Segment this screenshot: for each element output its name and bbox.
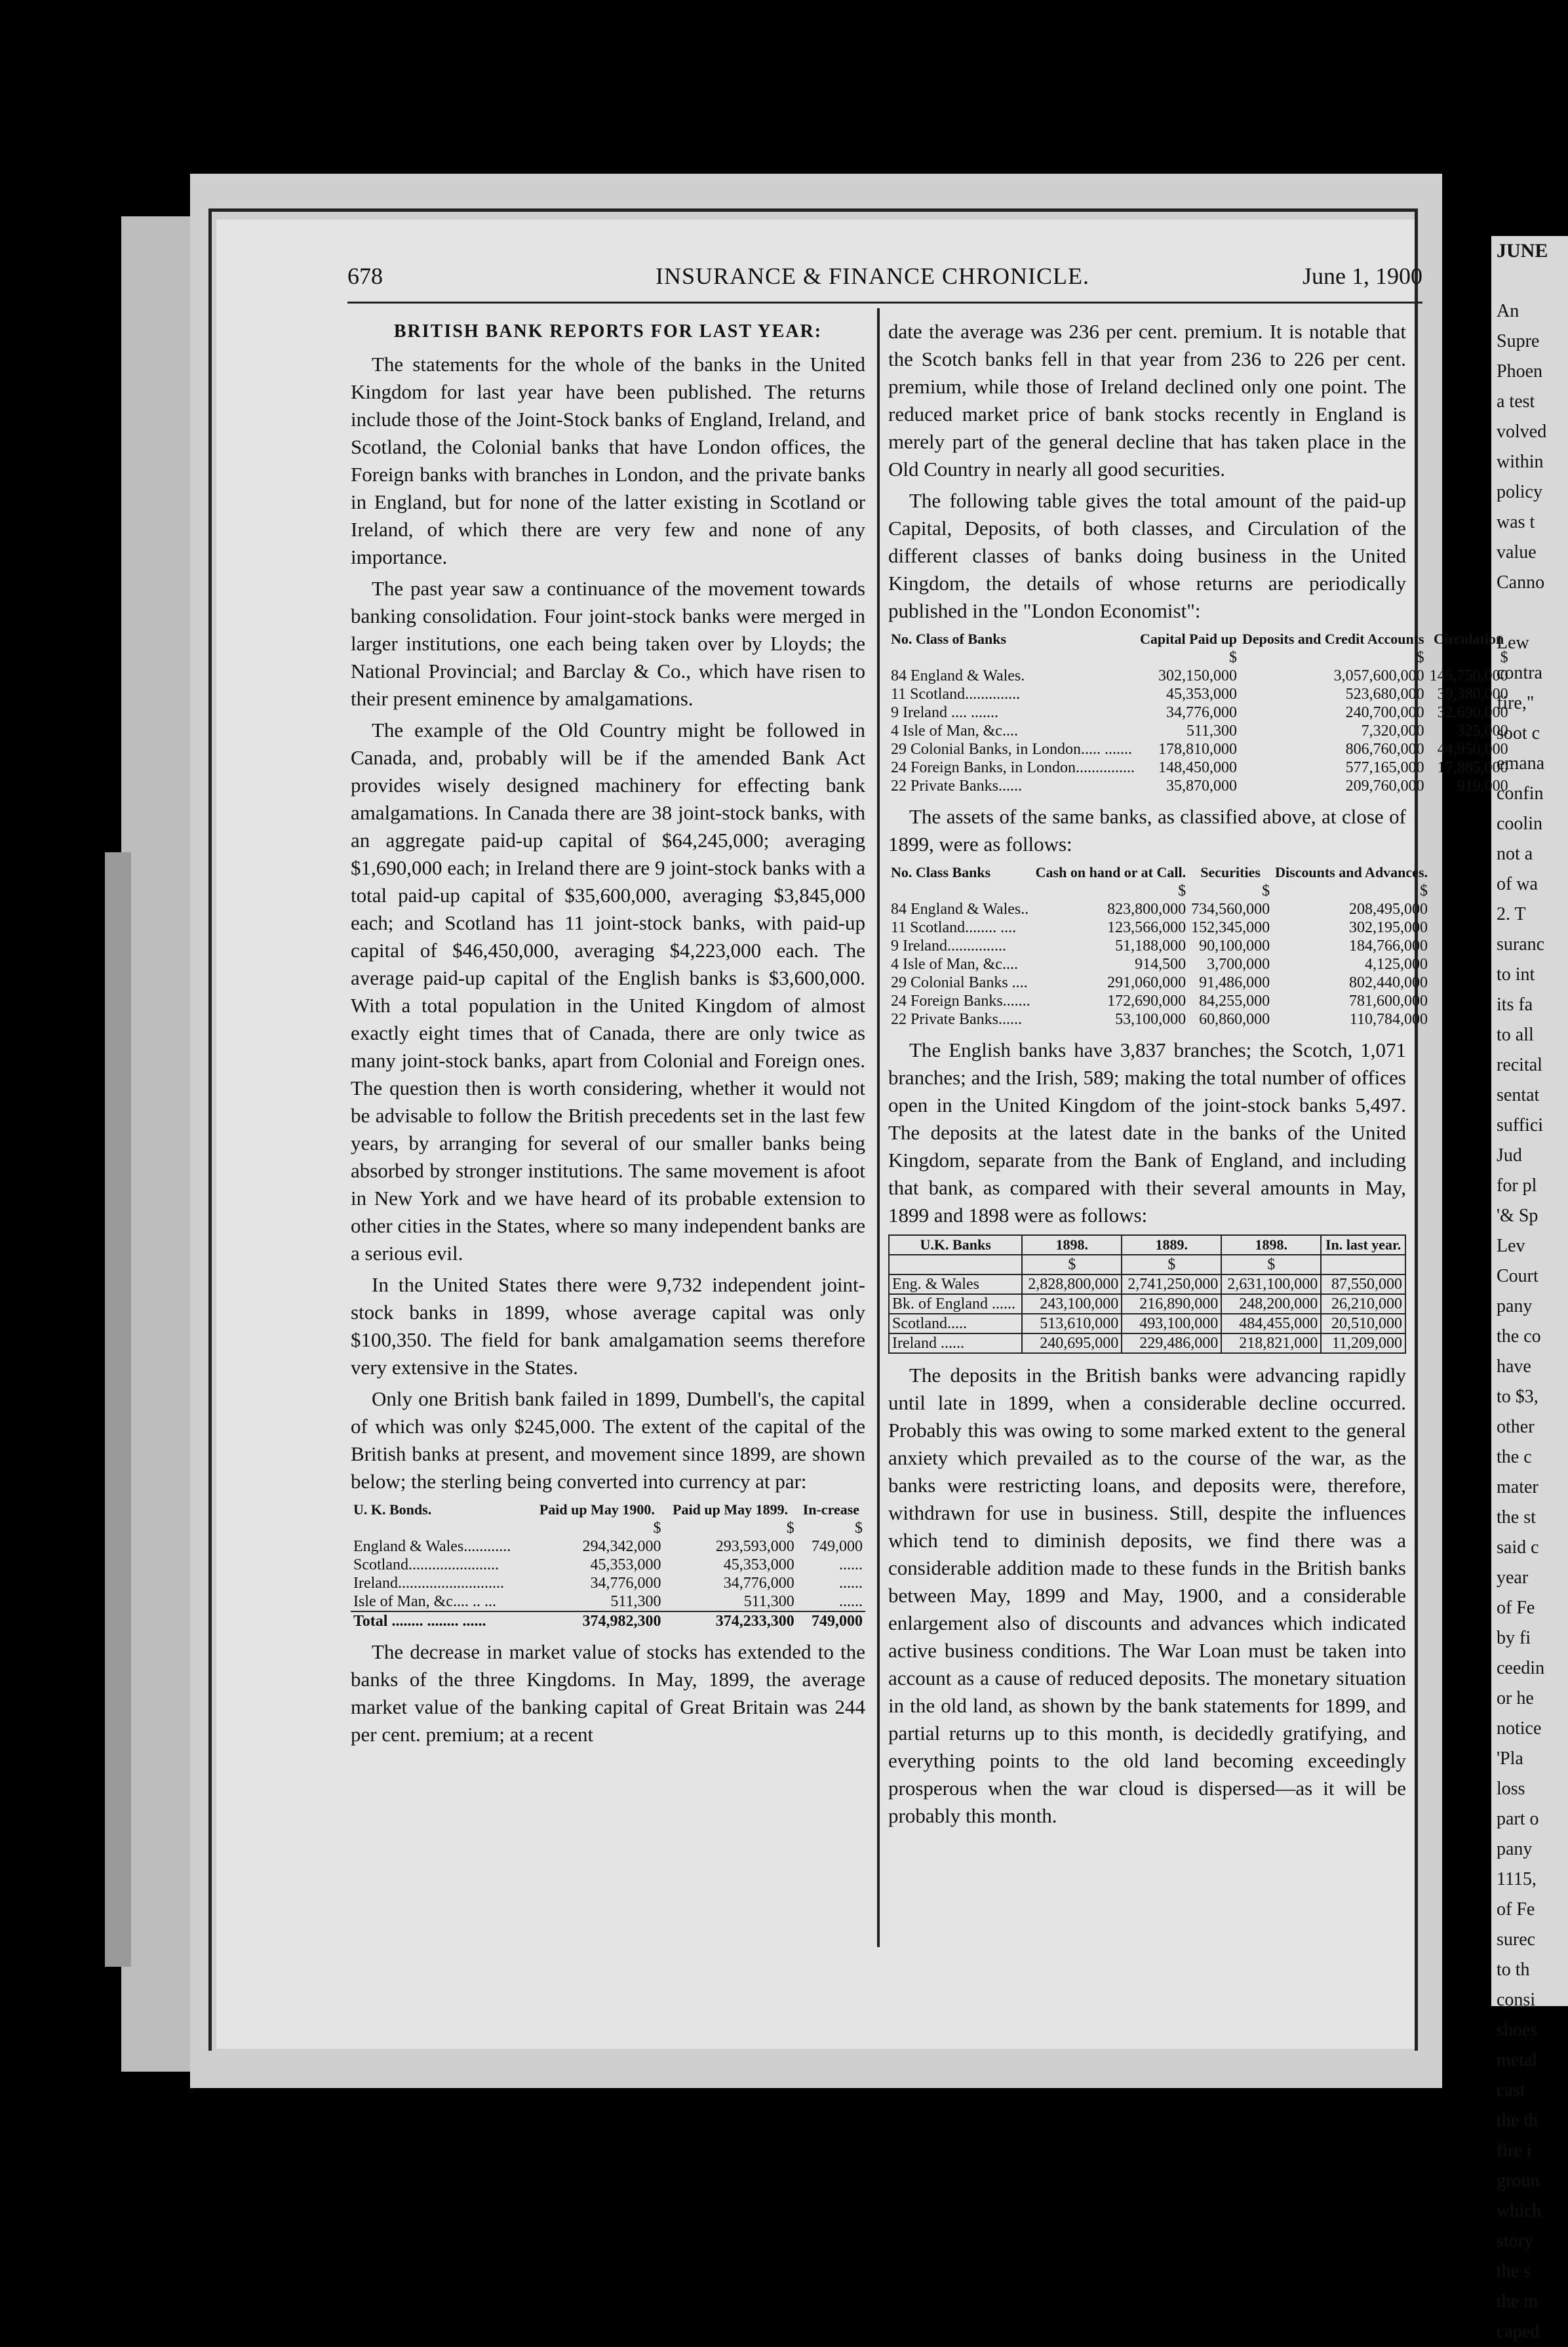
table-row <box>888 685 1511 703</box>
table-row <box>888 722 1511 740</box>
bonds-table <box>351 1501 865 1630</box>
facing-page-line: ceedin <box>1497 1658 1545 1678</box>
row-label: 84 England & Wales.. <box>891 901 1029 918</box>
facing-page-line: a test <box>1497 391 1535 412</box>
row-label: 9 Ireland............... <box>891 937 1006 955</box>
facing-page-line: value <box>1497 542 1537 562</box>
facing-page-line: Jud <box>1497 1145 1522 1166</box>
facing-page-line: was t <box>1497 512 1535 532</box>
table-cell: 291,060,000 <box>1107 974 1186 991</box>
row-label: Bk. of England ...... <box>889 1294 1022 1314</box>
table-cell: 218,821,000 <box>1221 1333 1321 1353</box>
facing-page-line: to all <box>1497 1025 1534 1045</box>
table-cell: 749,000 <box>812 1538 863 1555</box>
facing-page-line: its fa <box>1497 995 1533 1015</box>
paragraph: Only one British bank failed in 1899, Dumbell's, the capital of which was only $245,000. The extent of the capital of the British banks at present, and movement since 1899, are shown below; the sterling being converted into currency at par: <box>351 1387 865 1493</box>
row-label: 11 Scotland........ .... <box>891 919 1017 936</box>
table-header: Circulation <box>1434 631 1504 647</box>
table-cell: 374,982,300 <box>530 1611 663 1630</box>
facing-page-line: Court <box>1497 1266 1539 1286</box>
facing-page-line: confin <box>1497 783 1544 804</box>
table-cell: 84,255,000 <box>1199 993 1270 1010</box>
table-cell: 91,486,000 <box>1199 974 1270 991</box>
table-cell: 511,300 <box>610 1593 661 1610</box>
table-row <box>888 777 1511 795</box>
facing-page-line: suffici <box>1497 1115 1544 1135</box>
table-header: Discounts and Advances. <box>1275 864 1428 880</box>
table-cell: 2,828,800,000 <box>1022 1274 1122 1294</box>
table-cell: 145,750,000 <box>1429 667 1508 684</box>
row-label: Ireland ...... <box>889 1333 1022 1353</box>
facing-page-line: cast <box>1497 2080 1525 2100</box>
currency-mark: $ <box>1022 1255 1122 1274</box>
table-cell: 90,100,000 <box>1199 937 1270 955</box>
table-cell: 26,210,000 <box>1321 1294 1405 1314</box>
table-cell: 734,560,000 <box>1191 901 1270 918</box>
facing-page-line: by fi <box>1497 1628 1531 1648</box>
book-binding-shadow <box>105 852 131 1967</box>
facing-page-line: consi <box>1497 1990 1536 2010</box>
table-cell: 294,342,000 <box>582 1538 661 1555</box>
currency-mark: $ <box>1416 649 1424 666</box>
table-row <box>888 667 1511 685</box>
facing-page-line: caped <box>1497 2321 1540 2342</box>
row-label: 9 Ireland .... ....... <box>891 704 998 721</box>
table-cell: 45,353,000 <box>1166 686 1237 703</box>
table-cell: 178,810,000 <box>1158 741 1237 758</box>
table-cell: 302,150,000 <box>1158 667 1237 684</box>
table-header: 1898. <box>1022 1235 1122 1255</box>
facing-page-line: the st <box>1497 1507 1536 1528</box>
facing-page-line: of wa <box>1497 874 1538 894</box>
table-row <box>889 1314 1405 1333</box>
table-cell: 87,550,000 <box>1321 1274 1405 1294</box>
facing-page-fragment <box>1491 236 1568 2342</box>
facing-page-line: fire i <box>1497 2140 1532 2161</box>
facing-page-line: of Fe <box>1497 1899 1535 1920</box>
facing-page-line: the s <box>1497 2261 1531 2281</box>
currency-mark: $ <box>1262 882 1270 899</box>
table-cell: 152,345,000 <box>1191 919 1270 936</box>
page-header <box>347 262 1422 295</box>
facing-page-line: 'Pla <box>1497 1748 1523 1769</box>
table-cell: ...... <box>839 1556 863 1573</box>
currency-mark: $ <box>855 1520 863 1537</box>
currency-mark: $ <box>1228 649 1237 666</box>
facing-page-line: sentat <box>1497 1085 1540 1105</box>
facing-page-line: part o <box>1497 1809 1539 1829</box>
table-row <box>351 1556 865 1574</box>
paragraph: The statements for the whole of the banks in the United Kingdom for last year have been published. The returns include those of the Joint-Stock banks of England, Ireland, and Scotland, the Colonial banks that have London offices, the Foreign banks with branches in London, and the private banks in England, but for none of the latter existing in Scotland or Ireland, of which there are very few and none of any importance. <box>351 353 865 568</box>
journal-title: INSURANCE & FINANCE CHRONICLE. <box>656 263 1090 289</box>
table-header: U.K. Banks <box>889 1235 1022 1255</box>
table-cell: 240,695,000 <box>1022 1333 1122 1353</box>
row-label: Scotland....................... <box>353 1556 499 1573</box>
facing-page-line: Canno <box>1497 572 1545 593</box>
table-cell: 34,776,000 <box>723 1575 794 1592</box>
paragraph: The English banks have 3,837 branches; the Scotch, 1,071 branches; and the Irish, 589; making the total number of offices open in the United Kingdom of the joint-stock banks 5,497. The deposits at the latest date in the banks of the United Kingdom, separate from the Bank of England, and including that bank, as compared with their several amounts in May, 1899 and 1898 were as follows: <box>888 1038 1406 1227</box>
row-label: 4 Isle of Man, &c.... <box>891 722 1018 740</box>
facing-page-line: to $3, <box>1497 1387 1539 1407</box>
column-divider <box>877 308 880 1947</box>
table-cell: 248,200,000 <box>1221 1294 1321 1314</box>
table-header: No. Class Banks <box>891 864 991 880</box>
currency-mark: $ <box>1122 1255 1221 1274</box>
paragraph: The following table gives the total amount of the paid-up Capital, Deposits, of both classes, and Circulation of the different classes of banks doing business in the United Kingdom, the details of whose returns are periodically published in the "London Economist": <box>888 489 1406 622</box>
facing-page-line: notice <box>1497 1718 1542 1739</box>
facing-page-line: not a <box>1497 844 1533 864</box>
table-row <box>888 937 1430 955</box>
facing-page-line: contra <box>1497 663 1542 683</box>
capital-table <box>888 630 1511 795</box>
facing-page-line: pany <box>1497 1839 1533 1859</box>
facing-page-line: which <box>1497 2201 1542 2221</box>
deposits-table-wrap <box>888 1234 1406 1354</box>
currency-mark: $ <box>1221 1255 1321 1274</box>
facing-page-lines <box>1491 266 1568 2347</box>
row-label: Scotland..... <box>889 1314 1022 1333</box>
table-header: Paid up May 1900. <box>539 1501 655 1518</box>
currency-mark: $ <box>653 1520 661 1537</box>
assets-table <box>888 863 1430 1029</box>
table-cell: 172,690,000 <box>1107 993 1186 1010</box>
table-cell: 123,566,000 <box>1107 919 1186 936</box>
paragraph: The example of the Old Country might be followed in Canada, and, probably will be if the amended Bank Act provides wisely designed machinery for effecting bank amalgamations. In Canada there are 38 joint-stock banks, with an aggregate paid-up capital of $64,245,000; averaging $1,690,000 each; in Ireland there are 9 joint-stock banks with a total paid-up capital of $35,600,000, averaging $3,845,000 each; and Scotland has 11 joint-stock banks, with paid-up capital of $46,450,000, averaging $4,223,000 each. The average paid-up capital of the English banks is $3,600,000. With a total population in the United Kingdom of almost exactly eight times that of Canada, there are only twice as many joint-stock banks, apart from Colonial and Foreign ones. The question then is worth considering, whether it would not be advisable to follow the British precedents set in the last few years, by arranging for several of our smaller banks being absorbed by stronger institutions. The same movement is afoot in New York and we have heard of its probable extension to other cities in the States, where so many independent banks are a serious evil. <box>351 719 865 1265</box>
table-cell: 919,000 <box>1457 778 1508 795</box>
table-cell: 513,610,000 <box>1022 1314 1122 1333</box>
table-row <box>888 900 1430 918</box>
facing-page-line: mater <box>1497 1477 1539 1497</box>
facing-page-line: pany <box>1497 1296 1533 1316</box>
article-title: BRITISH BANK REPORTS FOR LAST YEAR: <box>393 321 823 342</box>
facing-page-line: of Fe <box>1497 1598 1535 1618</box>
table-row <box>888 703 1511 722</box>
currency-mark: $ <box>1420 882 1428 899</box>
facing-page-header: JUNE <box>1497 240 1548 262</box>
assets-table-wrap <box>888 863 1428 1029</box>
facing-page-line: for pl <box>1497 1175 1537 1196</box>
top-frame-rule <box>208 208 1418 212</box>
facing-page-line: volved <box>1497 422 1547 442</box>
table-cell: 34,776,000 <box>590 1575 661 1592</box>
table-cell: 243,100,000 <box>1022 1294 1122 1314</box>
facing-page-line: year <box>1497 1568 1529 1588</box>
facing-page-line: groun <box>1497 2171 1540 2191</box>
table-row <box>888 974 1430 992</box>
facing-page-line: story <box>1497 2231 1533 2251</box>
deposits-table <box>888 1234 1406 1354</box>
row-label: 29 Colonial Banks, in London..... ....... <box>891 741 1132 758</box>
table-header: No. Class of Banks <box>891 631 1007 647</box>
facing-page-line: the co <box>1497 1326 1541 1347</box>
table-cell: 35,870,000 <box>1166 778 1237 795</box>
table-cell: 45,353,000 <box>590 1556 661 1573</box>
facing-page-line: Supre <box>1497 331 1540 351</box>
facing-page-line: recital <box>1497 1055 1542 1075</box>
table-header: U. K. Bonds. <box>353 1501 432 1518</box>
facing-page-line: 2. T <box>1497 904 1526 924</box>
table-cell: 148,450,000 <box>1158 759 1237 776</box>
table-row <box>351 1574 865 1592</box>
row-label: 22 Private Banks...... <box>891 1011 1022 1028</box>
table-cell: 484,455,000 <box>1221 1314 1321 1333</box>
table-cell: 2,741,250,000 <box>1122 1274 1221 1294</box>
table-cell: 229,486,000 <box>1122 1333 1221 1353</box>
facing-page-line: suranc <box>1497 934 1545 955</box>
facing-page-line: have <box>1497 1356 1531 1377</box>
table-cell: 4,125,000 <box>1365 956 1428 973</box>
table-cell: 302,195,000 <box>1349 919 1428 936</box>
left-frame-rule <box>208 208 212 2051</box>
table-cell: 3,700,000 <box>1207 956 1270 973</box>
table-cell: 802,440,000 <box>1349 974 1428 991</box>
table-row <box>889 1274 1405 1294</box>
table-header: 1889. <box>1122 1235 1221 1255</box>
table-row <box>888 740 1511 759</box>
table-row <box>888 759 1511 777</box>
left-column <box>351 318 865 1752</box>
table-cell: 493,100,000 <box>1122 1314 1221 1333</box>
facing-page-line: policy <box>1497 482 1542 502</box>
table-cell: 44,950,000 <box>1437 741 1508 758</box>
capital-table-wrap <box>888 630 1508 795</box>
table-header: Capital Paid up <box>1140 631 1237 647</box>
table-row <box>351 1537 865 1556</box>
table-row <box>888 955 1430 974</box>
table-cell: 39,380,000 <box>1437 686 1508 703</box>
paragraph: The past year saw a continuance of the movement towards banking consolidation. Four joint-stock banks were merged in larger institutions, one each being taken over by Lloyds; the National Provincial; and Barclay & Co., which have risen to their present eminence by amalgamations. <box>351 577 865 710</box>
table-cell: 34,776,000 <box>1166 704 1237 721</box>
row-label: 29 Colonial Banks .... <box>891 974 1028 991</box>
table-header: Cash on hand or at Call. <box>1035 864 1186 880</box>
table-cell: 914,500 <box>1135 956 1186 973</box>
table-row <box>351 1592 865 1611</box>
table-row <box>888 1010 1430 1029</box>
facing-page-line: emana <box>1497 753 1545 774</box>
table-cell: 293,593,000 <box>715 1538 794 1555</box>
table-cell: 523,680,000 <box>1345 686 1424 703</box>
facing-page-line: or he <box>1497 1688 1534 1708</box>
facing-page-line <box>1491 598 1568 628</box>
page-number: 678 <box>347 263 383 289</box>
table-header: In. last year. <box>1321 1235 1405 1255</box>
facing-page-line: the c <box>1497 1447 1532 1467</box>
row-label: 11 Scotland.............. <box>891 686 1021 703</box>
table-cell: 749,000 <box>797 1611 865 1630</box>
table-cell: 3,057,600,000 <box>1333 667 1424 684</box>
table-row <box>889 1333 1405 1353</box>
row-label: 24 Foreign Banks....... <box>891 993 1030 1010</box>
row-label: England & Wales............ <box>353 1538 511 1555</box>
table-cell: 60,860,000 <box>1199 1011 1270 1028</box>
table-cell: 20,510,000 <box>1321 1314 1405 1333</box>
issue-date: June 1, 1900 <box>1303 263 1422 289</box>
facing-page-line: shoes <box>1497 2020 1538 2040</box>
table-cell: 577,165,000 <box>1345 759 1424 776</box>
row-label: 22 Private Banks...... <box>891 778 1022 795</box>
table-cell: 209,760,000 <box>1345 778 1424 795</box>
facing-page-line: Phoen <box>1497 361 1542 382</box>
table-cell: 184,766,000 <box>1349 937 1428 955</box>
paragraph: The assets of the same banks, as classified above, at close of 1899, were as follows: <box>888 805 1406 856</box>
table-header: In-crease <box>802 1501 860 1518</box>
table-header: Securities <box>1200 864 1261 880</box>
table-cell: 823,800,000 <box>1107 901 1186 918</box>
table-cell: 781,600,000 <box>1349 993 1428 1010</box>
table-cell: ...... <box>839 1575 863 1592</box>
facing-page-line: the th <box>1497 2110 1538 2131</box>
table-cell: 2,631,100,000 <box>1221 1274 1321 1294</box>
table-cell: 325,000 <box>1457 722 1508 740</box>
table-cell: 17,885,000 <box>1437 759 1508 776</box>
table-header: Paid up May 1899. <box>673 1501 789 1518</box>
right-column <box>888 318 1508 1834</box>
facing-page-line: coolin <box>1497 814 1542 834</box>
facing-page-line: loss <box>1497 1779 1525 1799</box>
facing-page-line: Lev <box>1497 1236 1525 1256</box>
facing-page-line <box>1491 266 1568 296</box>
table-cell: 45,353,000 <box>723 1556 794 1573</box>
table-header: 1898. <box>1221 1235 1321 1255</box>
facing-page-line: within <box>1497 452 1544 472</box>
facing-page-line: soot c <box>1497 723 1540 743</box>
table-cell: Total ........ ........ ...... <box>351 1611 530 1630</box>
facing-page-line: to int <box>1497 964 1535 985</box>
table-cell: 240,700,000 <box>1345 704 1424 721</box>
table-cell: 32,690,000 <box>1437 704 1508 721</box>
table-cell: 110,784,000 <box>1349 1011 1428 1028</box>
currency-mark: $ <box>1178 882 1186 899</box>
table-row <box>889 1294 1405 1314</box>
table-header: Deposits and Credit Accounts <box>1242 631 1424 647</box>
facing-page-line: metal <box>1497 2050 1538 2070</box>
paragraph: In the United States there were 9,732 independent joint-stock banks in 1899, whose average capital was only $100,350. The field for bank amalgamation seems therefore very extensive in the States. <box>351 1273 865 1379</box>
facing-page-line: said c <box>1497 1537 1539 1558</box>
facing-page-line: Lew <box>1497 633 1529 653</box>
table-cell: ...... <box>839 1593 863 1610</box>
table-cell: 51,188,000 <box>1115 937 1186 955</box>
right-frame-rule <box>1415 208 1418 2051</box>
facing-page-line: An <box>1497 301 1519 321</box>
row-label: Eng. & Wales <box>889 1274 1022 1294</box>
facing-page-line: other <box>1497 1417 1535 1437</box>
facing-page-line: 1115, <box>1497 1869 1537 1889</box>
table-cell: 511,300 <box>1186 722 1237 740</box>
facing-page-line: to th <box>1497 1960 1530 1980</box>
currency-mark: $ <box>786 1520 794 1537</box>
row-label: Ireland........................... <box>353 1575 504 1592</box>
row-label: 24 Foreign Banks, in London............... <box>891 759 1135 776</box>
table-cell: 216,890,000 <box>1122 1294 1221 1314</box>
paragraph: The decrease in market value of stocks has extended to the banks of the three Kingdoms. In May, 1899, the average market value of the banking capital of Great Britain was 244 per cent. premium; at a recent <box>351 1640 865 1746</box>
row-label: Isle of Man, &c.... .. ... <box>353 1593 496 1610</box>
facing-page-line: fire," <box>1497 693 1535 713</box>
table-cell: 374,233,300 <box>663 1611 796 1630</box>
facing-page-line: '& Sp <box>1497 1206 1539 1226</box>
row-label: 84 England & Wales. <box>891 667 1025 684</box>
table-row <box>888 918 1430 937</box>
table-cell: 806,760,000 <box>1345 741 1424 758</box>
table-cell: 7,320,000 <box>1361 722 1424 740</box>
currency-mark: $ <box>1500 649 1508 666</box>
header-rule <box>347 302 1422 304</box>
facing-page-line: surec <box>1497 1929 1536 1950</box>
row-label: 4 Isle of Man, &c.... <box>891 956 1018 973</box>
paragraph: date the average was 236 per cent. premium. It is notable that the Scotch banks fell in that year from 236 to 226 per cent. premium, while those of Ireland declined only one point. The reduced market price of bank stocks recently in England is merely part of the general decline that has taken place in the Old Country in nearly all good securities. <box>888 320 1406 481</box>
facing-page-line: the m <box>1497 2291 1538 2312</box>
bonds-table-wrap <box>351 1501 865 1630</box>
table-cell: 208,495,000 <box>1349 901 1428 918</box>
table-cell: 53,100,000 <box>1115 1011 1186 1028</box>
table-row <box>888 992 1430 1010</box>
table-cell: 11,209,000 <box>1321 1333 1405 1353</box>
table-cell: 511,300 <box>743 1593 794 1610</box>
paragraph: The deposits in the British banks were advancing rapidly until late in 1899, when a considerable decline occurred. Probably this was owing to some marked extent to the general anxiety which prevailed as to the course of the war, as the banks were restricting loans, and deposits were, therefore, withdrawn for use in business. Still, despite the influences which tend to diminish deposits, we find there was a considerable addition made to these funds in the British banks between May, 1899 and May, 1900, and a considerable enlargement also of discounts and advances which indicated active business conditions. The War Loan must be taken into account as a cause of reduced deposits. The monetary situation in the old land, as shown by the bank statements for 1899, and partial returns up to this month, is decidedly gratifying, and everything points to the old land becoming exceedingly prosperous when the war cloud is dispersed—as it will be probably this month. <box>888 1364 1406 1827</box>
